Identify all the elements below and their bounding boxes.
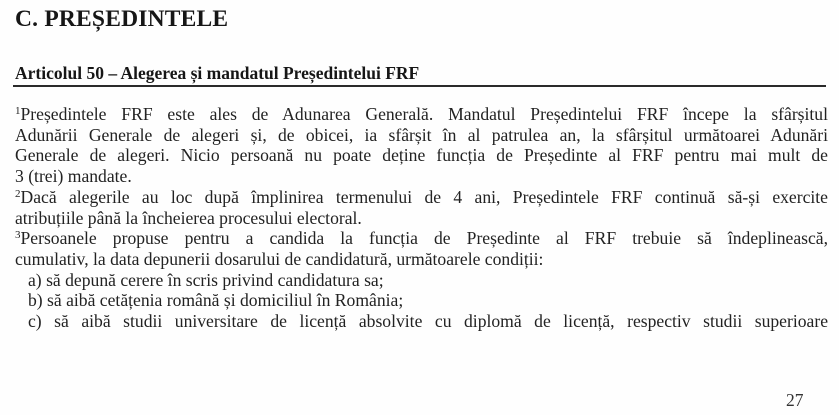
article-body	[15, 104, 828, 332]
paragraph-line: atribuțiile până la încheierea procesului electoral.	[15, 207, 362, 228]
paragraph-1	[15, 104, 828, 187]
paragraph-number: 3	[15, 229, 21, 242]
paragraph-line: cumulativ, la data depunerii dosarului de candidatură, următoarele condiții:	[15, 248, 544, 269]
paragraph-line: Generale de alegeri. Nicio persoană nu poate deține funcția de Președinte al FRF pentru mai mult de	[15, 145, 828, 166]
article-heading: Articolul 50 – Alegerea și mandatul Președintelui FRF	[15, 63, 420, 83]
paragraph-number: 2	[15, 187, 21, 200]
paragraph-3	[15, 228, 828, 332]
condition-item-c: c) să aibă studii universitare de licență absolvite cu diplomă de licență, respectiv studii superioare	[28, 311, 828, 332]
paragraph-line: $^3$Persoanele propuse pentru a candida la funcția de Președinte al FRF trebuie să îndeplinească,	[15, 228, 828, 249]
paragraph-number: 1	[15, 105, 21, 117]
section-title: C. PREȘEDINTELE	[15, 6, 229, 32]
page-number: 27	[786, 390, 804, 410]
heading-underline	[13, 85, 826, 87]
condition-item-b: b) să aibă cetățenia română și domiciliul în România;	[28, 290, 404, 311]
paragraph-line: $^2$Dacă alegerile au loc după împlinirea termenului de 4 ani, Președintele FRF continuă să-și exercite	[15, 186, 828, 207]
paragraph-2	[15, 187, 828, 228]
paragraph-line: 3 (trei) mandate.	[15, 166, 132, 187]
condition-item-a: a) să depună cerere în scris privind candidatura sa;	[28, 269, 384, 290]
paragraph-line: $^1$Președintele FRF este ales de Adunarea Generală. Mandatul Președintelui FRF începe la sfârșitul	[15, 104, 828, 124]
paragraph-line: Adunării Generale de alegeri și, de obicei, ia sfârșit în al patrulea an, la sfârșitul următoarei Adunări	[15, 124, 828, 145]
